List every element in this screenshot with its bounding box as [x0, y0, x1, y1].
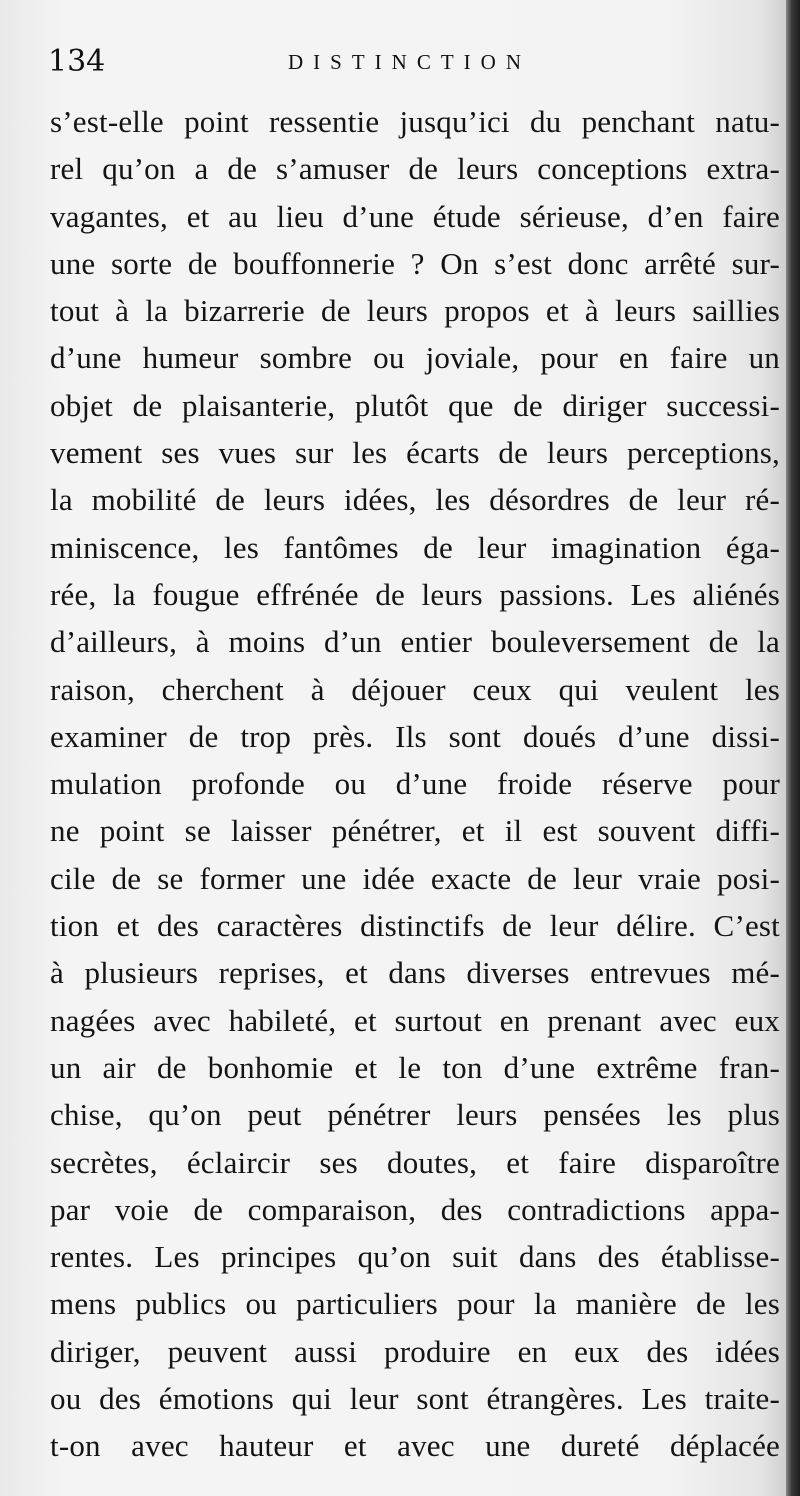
text-line: tout à la bizarrerie de leurs propos et à leurs saillies — [50, 293, 780, 329]
text-line: vement ses vues sur les écarts de leurs perceptions, — [50, 435, 780, 471]
text-line: diriger, peuvent aussi produire en eux des idées — [50, 1333, 780, 1369]
text-line: s’est-elle point ressentie jusqu’ici du penchant natu- — [50, 104, 780, 139]
text-line: objet de plaisanterie, plutôt que de diriger successi- — [50, 387, 780, 423]
text-line: ou des émotions qui leur sont étrangères. Les traite- — [50, 1381, 780, 1417]
body-text — [50, 98, 780, 1470]
text-line: un air de bonhomie et le ton d’une extrême fran- — [50, 1049, 780, 1085]
text-line: chise, qu’on peut pénétrer leurs pensées les plus — [50, 1097, 780, 1133]
book-spine-shadow — [786, 0, 800, 1496]
text-line: à plusieurs reprises, et dans diverses entrevues mé- — [50, 955, 780, 991]
text-line: cile de se former une idée exacte de leur vraie posi- — [50, 860, 780, 896]
text-line: d’une humeur sombre ou joviale, pour en faire un — [50, 340, 780, 376]
text-line: rel qu’on a de s’amuser de leurs conceptions extra- — [50, 151, 780, 187]
text-line: miniscence, les fantômes de leur imagination éga- — [50, 529, 780, 565]
text-line: d’ailleurs, à moins d’un entier bouleversement de la — [50, 624, 780, 660]
page-number: 134 — [48, 44, 106, 79]
text-line: secrètes, éclaircir ses doutes, et faire disparoître — [50, 1144, 780, 1180]
text-line: rée, la fougue effrénée de leurs passions. Les aliénés — [50, 576, 780, 612]
text-line: la mobilité de leurs idées, les désordres de leur ré- — [50, 482, 780, 518]
running-head: DISTINCTION — [288, 50, 531, 74]
text-line: raison, cherchent à déjouer ceux qui veulent les — [50, 671, 780, 707]
text-line: vagantes, et au lieu d’une étude sérieuse, d’en faire — [50, 198, 780, 234]
text-line: par voie de comparaison, des contradictions appa- — [50, 1191, 780, 1227]
text-line: mens publics ou particuliers pour la manière de les — [50, 1286, 780, 1322]
text-line: mulation profonde ou d’une froide réserve pour — [50, 766, 780, 802]
text-line: t-on avec hauteur et avec une dureté déplacée — [50, 1428, 780, 1464]
page-header — [48, 44, 786, 84]
text-line: rentes. Les principes qu’on suit dans des établisse- — [50, 1239, 780, 1275]
text-line: une sorte de bouffonnerie ? On s’est donc arrêté sur- — [50, 245, 780, 281]
text-line: tion et des caractères distinctifs de leur délire. C’est — [50, 908, 780, 944]
text-line: nagées avec habileté, et surtout en prenant avec eux — [50, 1002, 780, 1038]
text-line: examiner de trop près. Ils sont doués d’une dissi- — [50, 718, 780, 754]
text-line: ne point se laisser pénétrer, et il est souvent diffi- — [50, 813, 780, 849]
